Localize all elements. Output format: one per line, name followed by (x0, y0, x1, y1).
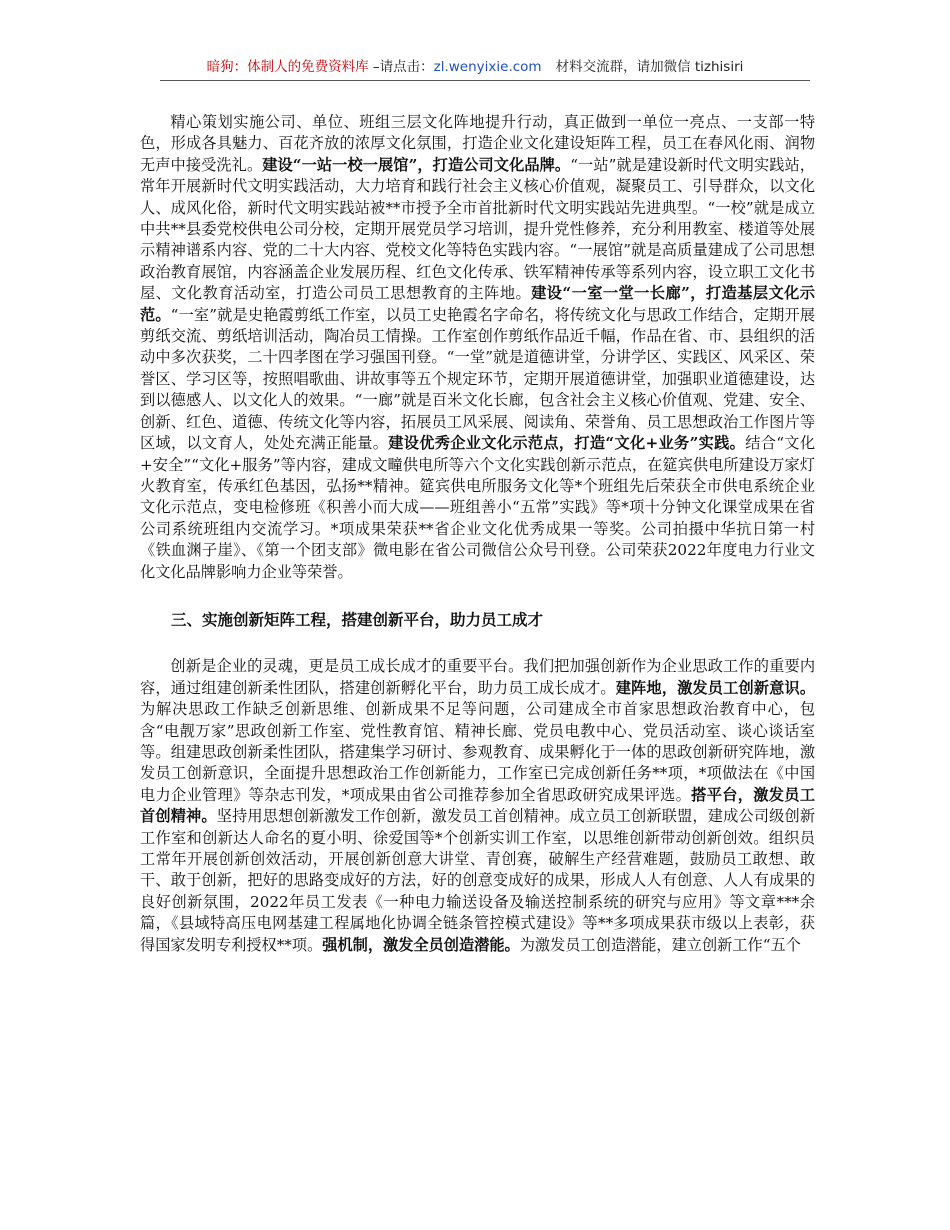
bold-subheading: 建阵地，激发员工创新意识。 (615, 678, 816, 697)
paragraph-text: 创新是企业的灵魂，更是员工成长成才的重要平台。我们把加强创新作为企业思政工作的重要内容，通过组建创新柔性团队，搭建创新孵化平台，助力员工成长成才。 (140, 657, 815, 697)
header-prompt: –请点击： (368, 59, 434, 75)
paragraph-culture (140, 112, 815, 583)
paragraph-text: 结合“文化+安全”“文化+服务”等内容，建成文疃供电所等六个文化实践创新示范点，在筵宾供电所建设万家灯火教育室，传承红色基因，弘扬**精神。筵宾供电所服务文化等*个班组先后荣获全市供电系统企业文化示范点，变电检修班《积善小而大成——班组善小“五常”实践》等*项十分钟文化课堂成果在省公司系统班组内交流学习。*项成果荣获**省企业文化优秀成果一等奖。公司拍摄中华抗日第一村《铁血渊子崖》、《第一个团支部》微电影在省公司微信公众号刊登。公司荣获2022年度电力行业文化文化品牌影响力企业等荣誉。 (140, 434, 816, 581)
header-site-name: 暗狗：体制人的免费资料库 (206, 59, 369, 75)
bold-subheading: 建设优秀企业文化示范点，打造“文化+业务”实践。 (388, 434, 746, 453)
bold-subheading: 搭平台，激发员工首创精神。 (140, 785, 816, 826)
paragraph-innovation (140, 656, 815, 956)
paragraph-text: “一站”就是建设新时代文明实践站，常年开展新时代文明实践活动，大力培育和践行社会主义核心价值观，凝聚员工、引导群众，以文化人、成风化俗，新时代文明实践站被**市授予全市首批新时代文明实践站先进典型。“一校”就是成立中共**县委党校供电公司分校，定期开展党员学习培训，提升党性修养，充分利用教室、楼道等处展示精神谱系内容、党的二十大内容、党校文化等特色实践内容。“一展馆”就是高质量建成了公司思想政治教育展馆，内容涵盖企业发展历程、红色文化传承、铁军精神传承等系列内容，设立职工文化书屋、文化教育活动室，打造公司员工思想教育的主阵地。 (140, 155, 815, 303)
paragraph-text: “一室”就是史艳霞剪纸工作室，以员工史艳霞名字命名，将传统文化与思政工作结合，定期开展剪纸交流、剪纸培训活动，陶冶员工情操。工作室创作剪纸作品近千幅，作品在省、市、县组织的活动中多次获奖，二十四孝图在学习强国刊登。“一堂”就是道德讲堂，分讲学区、实践区、风采区、荣誉区、学习区等，按照唱歌曲、讲故事等五个规定环节，定期开展道德讲堂，加强职业道德建设，达到以德感人、以文化人的效果。“一廊”就是百米文化长廊，包含社会主义核心价值观、党建、安全、创新、红色、道德、传统文化等内容，拓展员工风采展、阅读角、荣誉角、员工思想政治工作图片等区域，以文育人，处处充满正能量。 (140, 305, 816, 453)
paragraph-text: 为激发员工创造潜能，建立创新工作“五个 (519, 935, 801, 954)
document-body (140, 112, 815, 956)
paragraph-text: 坚持用思想创新激发工作创新，激发员工首创精神。成立员工创新联盟，建成公司级创新工作室和创新达人命名的夏小明、徐爱国等*个创新实训工作室，以思维创新带动创新创效。组织员工常年开展创新创效活动，开展创新创意大讲堂、青创赛，破解生产经营难题，鼓励员工敢想、敢干、敢于创新，把好的思路变成好的方法，好的创意变成好的成果，形成人人有创意、人人有成果的良好创新氛围，2022年员工发表《一种电力输送设备及输送控制系统的研究与应用》等文章***余篇，《县域特高压电网基建工程属地化协调全链条管控模式建设》等**多项成果获市级以上表彰，获得国家发明专利授权**项。 (140, 807, 816, 954)
header-note: 材料交流群，请加微信 tizhisiri (555, 59, 744, 75)
page-header (0, 56, 950, 78)
header-link[interactable]: zl.wenyixie.com (433, 59, 542, 75)
header-divider (160, 80, 810, 81)
paragraph-text: 精心策划实施公司、单位、班组三层文化阵地提升行动，真正做到一单位一亮点、一支部一特色，形成各具魅力、百花齐放的浓厚文化氛围，打造企业文化建设矩阵工程，员工在春风化雨、润物无声中接受洗礼。 (140, 113, 815, 174)
paragraph-text: 为解决思政工作缺乏创新思维、创新成果不足等问题，公司建成全市首家思想政治教育中心，包含“电靓万家”思政创新工作室、党性教育馆、精神长廊、党员电教中心、党员活动室、谈心谈话室等。组建思政创新柔性团队，搭建集学习研讨、参观教育、成果孵化于一体的思政创新研究阵地，激发员工创新意识，全面提升思想政治工作创新能力，工作室已完成创新任务**项，*项做法在《中国电力企业管理》等杂志刊发，*项成果由省公司推荐参加全省思政研究成果评选。 (140, 700, 815, 804)
bold-subheading: 强机制，激发全员创造潜能。 (322, 935, 520, 954)
section-heading: 三、实施创新矩阵工程，搭建创新平台，助力员工成才 (171, 610, 544, 629)
bold-subheading: 建设“一站一校一展馆”，打造公司文化品牌。 (262, 155, 571, 174)
bold-subheading: 建设“一室一堂一长廊”，打造基层文化示范。 (140, 284, 815, 324)
